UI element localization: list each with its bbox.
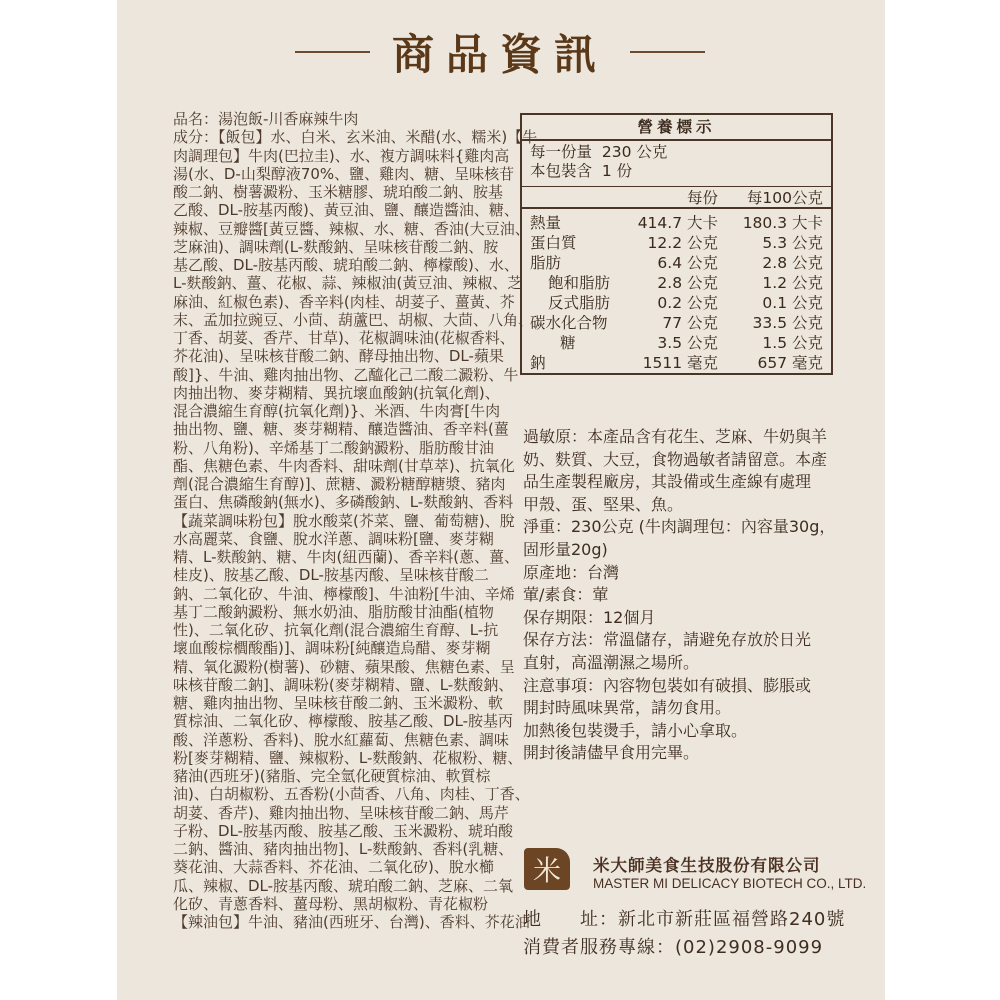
detail-line: 保存方法：常溫儲存，請避免存放於日光 <box>523 630 812 650</box>
ingredient-line: 成分：【飯包】水、白米、玄米油、米醋(水、糯米)【牛 <box>173 128 538 147</box>
ingredient-line: 粉[麥芽糊精、鹽、辣椒粉、L-麩酸鈉、花椒粉、糖、 <box>173 748 523 767</box>
detail-line: 開封後請儘早食用完畢。 <box>523 743 700 763</box>
ingredient-line: 質棕油、二氧化矽、檸檬酸、胺基乙酸、DL-胺基丙 <box>173 712 514 731</box>
col-per-serving: 每份 <box>686 189 718 207</box>
ingredient-line: 味核苷酸二鈉]、調味粉(麥芽糊精、鹽、L-麩酸鈉、 <box>173 675 514 694</box>
detail-line: 開封時風味異常，請勿食用。 <box>523 698 732 718</box>
per-serving-value: 2.8 公克 <box>657 274 718 292</box>
ingredient-line: 基乙酸、DL-胺基丙酸、琥珀酸二鈉、檸檬酸)、水、 <box>173 256 519 274</box>
per-100g-value: 1.2 公克 <box>762 274 823 292</box>
detail-line: 原產地：台灣 <box>523 562 620 582</box>
ingredient-line: 酸二鈉、樹薯澱粉、玉米糖膠、琥珀酸二鈉、胺基 <box>173 183 504 201</box>
ingredient-line: 精、氧化澱粉(樹薯)、砂糖、蘋果酸、焦糖色素、呈 <box>173 657 515 676</box>
company-contact <box>523 906 845 962</box>
ingredient-line: 酯、焦糖色素、牛肉香料、甜味劑(甘草萃)、抗氧化 <box>173 456 515 475</box>
serving-info <box>522 141 831 187</box>
ingredient-line: 【蔬菜調味粉包】脫水酸菜(芥菜、鹽、葡萄糖)、脫 <box>173 511 515 530</box>
per-serving-value: 12.2 公克 <box>647 234 718 252</box>
per-100g-value: 657 毫克 <box>757 354 823 372</box>
ingredient-line: 辣椒、豆瓣醬[黃豆醬、辣椒、水、糖、香油(大豆油、 <box>173 219 530 238</box>
per-serving-value: 77 公克 <box>662 314 718 332</box>
nutrition-row <box>522 213 831 233</box>
detail-line: 過敏原：本產品含有花生、芝麻、牛奶與羊 <box>523 427 828 446</box>
serving-size: 230 公克 <box>601 143 668 161</box>
ingredient-line: 【辣油包】牛油、豬油(西班牙、台灣)、香料、芥花油 <box>173 913 530 931</box>
company-name-en: MASTER MI DELICACY BIOTECH CO., LTD. <box>593 876 867 891</box>
ingredient-line: 劑(混合濃縮生育醇)]、蔗糖、澱粉糖醇糖漿、豬肉 <box>173 475 506 493</box>
ingredient-line: L-麩酸鈉、薑、花椒、蒜、辣椒油(黃豆油、辣椒、芝 <box>173 274 523 293</box>
ingredient-line: 桂皮)、胺基乙酸、DL-胺基丙酸、呈味核苷酸二 <box>173 566 489 585</box>
detail-line: 注意事項：內容物包裝如有破損、膨脹或 <box>523 675 812 695</box>
ingredient-line: 芥花油)、呈味核苷酸二鈉、酵母抽出物、DL-蘋果 <box>173 347 504 366</box>
detail-line: 直射，高溫潮濕之場所。 <box>523 652 700 672</box>
nutrition-row <box>522 333 831 353</box>
ingredient-line: 丁香、胡荽、香芹、甘草)、花椒調味油(花椒香料、 <box>173 329 515 347</box>
per-100g-value: 180.3 大卡 <box>742 214 823 232</box>
detail-line: 保存期限：12個月 <box>523 607 656 627</box>
ingredient-line: 二鈉、醬油、豬肉抽出物]、L-麩酸鈉、香料(乳糖、 <box>173 840 514 858</box>
detail-line: 葷/素食：葷 <box>523 585 609 605</box>
nutrient-name: 鈉 <box>530 354 546 372</box>
servings-label: 本包裝含 <box>530 162 593 180</box>
divider-left <box>295 51 370 53</box>
ingredient-line: 粉、八角粉)、辛烯基丁二酸鈉澱粉、脂肪酸甘油 <box>173 438 494 457</box>
nutrient-name: 反式脂肪 <box>548 294 611 312</box>
ingredient-line: 品名：湯泡飯-川香麻辣牛肉 <box>173 110 359 128</box>
nutrient-name: 蛋白質 <box>530 234 577 252</box>
company-name-zh: 米大師美食生技股份有限公司 <box>593 856 821 875</box>
detail-line: 甲殼、蛋、堅果、魚。 <box>523 494 684 514</box>
nutrition-row <box>522 253 831 273</box>
ingredient-line: 子粉、DL-胺基丙酸、胺基乙酸、玉米澱粉、琥珀酸 <box>173 821 514 840</box>
ingredient-line: 乙酸、DL-胺基丙酸)、黃豆油、鹽、釀造醬油、糖、 <box>173 201 519 220</box>
nutrient-name: 熱量 <box>530 214 562 232</box>
nutrition-row <box>522 313 831 333</box>
ingredient-line: 末、孟加拉豌豆、小茴、葫蘆巴、胡椒、大茴、八角、 <box>173 310 534 329</box>
per-100g-value: 1.5 公克 <box>762 334 823 352</box>
nutrition-row <box>522 293 831 313</box>
serving-size-label: 每一份量 <box>530 143 593 161</box>
ingredient-line: 葵花油、大蒜香料、芥花油、二氧化矽)、脫水櫛 <box>173 858 494 877</box>
detail-line: 固形量20g) <box>523 539 608 559</box>
ingredient-line: 油)、白胡椒粉、五香粉(小茴香、八角、肉桂、丁香、 <box>173 785 530 804</box>
ingredient-line: 混合濃縮生育醇(抗氧化劑)}、米酒、牛肉膏[牛肉 <box>173 402 501 420</box>
per-serving-value: 6.4 公克 <box>657 254 718 272</box>
nutrition-row <box>522 353 831 373</box>
ingredient-line: 抽出物、鹽、糖、麥芽糊精、釀造醬油、香辛料(薑 <box>173 420 509 439</box>
ingredient-line: 麻油、紅椒色素)、香辛料(肉桂、胡荽子、薑黃、芥 <box>173 292 515 311</box>
ingredient-line: 酸、洋蔥粉、香料)、脫水紅蘿蔔、焦糖色素、調味 <box>173 730 509 749</box>
nutrition-title: 營養標示 <box>522 115 831 141</box>
nutrient-name: 脂肪 <box>530 254 562 272</box>
ingredient-line: 肉調理包】牛肉(巴拉圭)、水、複方調味料{雞肉高 <box>173 146 510 165</box>
ingredient-line: 胡荽、香芹)、雞肉抽出物、呈味核苷酸二鈉、馬芹 <box>173 803 509 822</box>
ingredient-line: 瓜、辣椒、DL-胺基丙酸、琥珀酸二鈉、芝麻、二氧 <box>173 876 514 895</box>
ingredient-line: 水高麗菜、食鹽、脫水洋蔥、調味粉[鹽、麥芽糊 <box>173 529 494 548</box>
page-title: 商品資訊 <box>391 30 608 79</box>
company-logo: 米 <box>524 848 570 890</box>
col-per-100g: 每100公克 <box>746 189 823 207</box>
ingredient-line: 鈉、二氧化矽、牛油、檸檬酸]、牛油粉[牛油、辛烯 <box>173 584 515 603</box>
per-serving-value: 3.5 公克 <box>657 334 718 352</box>
per-100g-value: 33.5 公克 <box>752 314 823 332</box>
ingredient-line: 壞血酸棕櫚酸酯)]、調味粉[純釀造烏醋、麥芽糊 <box>173 639 491 658</box>
nutrient-name: 飽和脂肪 <box>548 274 611 292</box>
ingredient-line: 基丁二酸鈉澱粉、無水奶油、脂肪酸甘油酯(植物 <box>173 602 494 621</box>
detail-line: 加熱後包裝燙手，請小心拿取。 <box>523 720 748 740</box>
per-100g-value: 5.3 公克 <box>762 234 823 252</box>
detail-line: 奶、麩質、大豆，食物過敏者請留意。本產 <box>523 449 828 469</box>
ingredient-line: 湯(水、D-山梨醇液70%、鹽、雞肉、糖、呈味核苷 <box>173 164 515 183</box>
customer-hotline: 消費者服務專線：(02)2908-9099 <box>523 937 824 958</box>
nutrition-rows <box>522 209 831 373</box>
ingredient-line: 化矽、青蔥香料、薑母粉、黑胡椒粉、青花椒粉 <box>173 894 489 913</box>
ingredient-line: 肉抽出物、麥芽糊精、異抗壞血酸鈉(抗氧化劑)、 <box>173 383 500 402</box>
ingredient-line: 蛋白、焦磷酸鈉(無水)、多磷酸鈉、L-麩酸鈉、香料 <box>173 493 514 512</box>
divider-right <box>630 51 705 53</box>
nutrition-row <box>522 233 831 253</box>
ingredients-text <box>173 110 538 931</box>
nutrient-name: 碳水化合物 <box>530 314 608 332</box>
company-address: 地 址：新北市新莊區福營路240號 <box>523 909 846 930</box>
ingredient-line: 性)、二氧化矽、抗氧化劑(混合濃縮生育醇、L-抗 <box>173 621 499 639</box>
per-serving-value: 414.7 大卡 <box>637 214 718 232</box>
nutrition-facts-table <box>520 113 833 375</box>
per-100g-value: 2.8 公克 <box>762 254 823 272</box>
per-serving-value: 0.2 公克 <box>657 294 718 312</box>
per-100g-value: 0.1 公克 <box>762 294 823 312</box>
detail-line: 品生產製程廠房，其設備或生產線有處理 <box>523 472 812 492</box>
ingredient-line: 酸]}、牛油、雞肉抽出物、乙醯化己二酸二澱粉、牛 <box>173 365 519 384</box>
column-headers <box>522 187 831 209</box>
ingredient-line: 芝麻油)、調味劑(L-麩酸鈉、呈味核苷酸二鈉、胺 <box>173 237 499 256</box>
nutrient-name: 糖 <box>560 334 576 352</box>
header <box>295 22 705 82</box>
detail-line: 淨重：230公克 (牛肉調理包：內容量30g， <box>523 517 836 537</box>
ingredient-line: 精、L-麩酸鈉、糖、牛肉(紐西蘭)、香辛料(蔥、薑、 <box>173 548 520 566</box>
per-serving-value: 1511 毫克 <box>642 354 718 372</box>
ingredient-line: 糖、雞肉抽出物、呈味核苷酸二鈉、玉米澱粉、軟 <box>173 694 504 712</box>
ingredient-line: 豬油(西班牙)(豬脂、完全氫化硬質棕油、軟質棕 <box>173 767 491 785</box>
servings: 1 份 <box>601 162 633 180</box>
nutrition-row <box>522 273 831 293</box>
product-details <box>523 426 843 765</box>
